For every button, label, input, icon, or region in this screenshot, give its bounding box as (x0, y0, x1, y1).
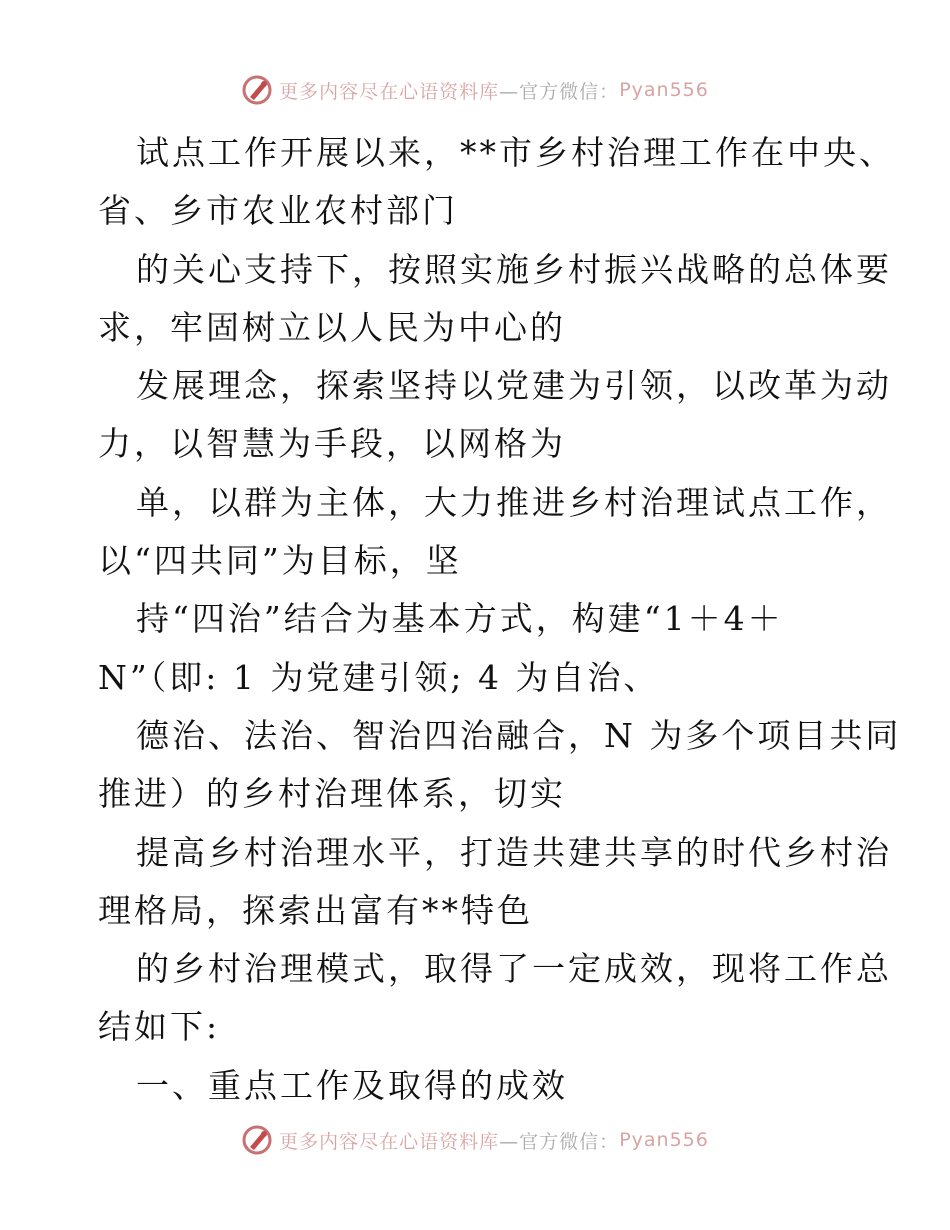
text-line: N”（即: 1 为党建引领; 4 为自治、 (98, 657, 660, 697)
text-line: 以“四共同”为目标，坚 (98, 541, 462, 581)
text-line: 单，以群为主体，大力推进乡村治理试点工作， (136, 482, 892, 522)
logo-icon (241, 1124, 273, 1156)
text-line: 力，以智慧为手段，以网格为 (98, 424, 566, 464)
watermark-label-text: —官方微信： (499, 80, 620, 103)
text-line: 持“四治”结合为基本方式，构建“1＋4＋ (136, 599, 784, 639)
watermark-label-text: —官方微信： (499, 1130, 620, 1153)
document-body (98, 124, 902, 1115)
watermark-id-text: Pyan556 (619, 79, 709, 101)
watermark-footer (0, 1120, 950, 1160)
watermark-header (0, 70, 950, 110)
logo-icon (241, 74, 273, 106)
watermark-site-text: 更多内容尽在心语资料库 (279, 1130, 500, 1153)
text-line: 理格局，探索出富有**特色 (98, 890, 533, 930)
watermark-id-text: Pyan556 (619, 1129, 709, 1151)
watermark-site-text: 更多内容尽在心语资料库 (279, 80, 500, 103)
text-line: 省、乡市农业农村部门 (98, 191, 458, 231)
text-line: 推进）的乡村治理体系，切实 (98, 774, 566, 814)
text-line: 提高乡村治理水平，打造共建共享的时代乡村治 (136, 832, 892, 872)
text-line: 德治、法治、智治四治融合，N 为多个项目共同 (136, 715, 902, 755)
text-line: 的乡村治理模式，取得了一定成效，现将工作总 (136, 949, 892, 989)
text-line: 发展理念，探索坚持以党建为引领，以改革为动 (136, 366, 892, 406)
text-line: 试点工作开展以来，**市乡村治理工作在中央、 (136, 133, 895, 172)
text-line: 求，牢固树立以人民为中心的 (98, 307, 566, 347)
section-heading: 一、重点工作及取得的成效 (136, 1065, 568, 1105)
text-line: 的关心支持下，按照实施乡村振兴战略的总体要 (136, 249, 892, 289)
text-line: 结如下: (98, 1007, 221, 1047)
